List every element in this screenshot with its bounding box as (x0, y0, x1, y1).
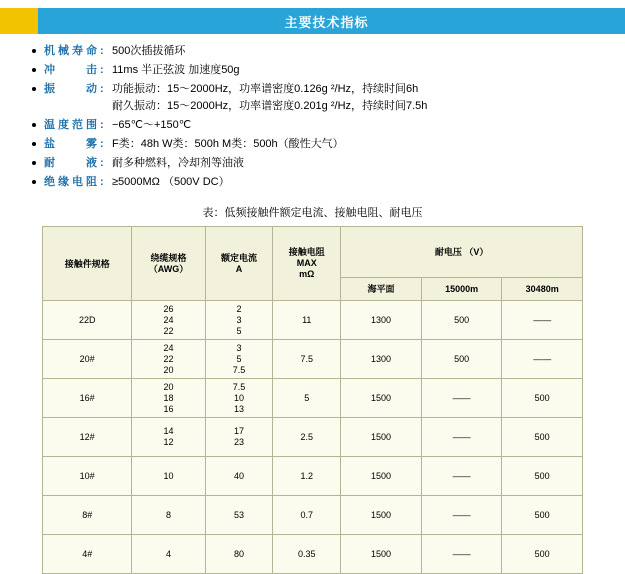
spec-item-insulation-resistance (30, 175, 625, 190)
rated-current-value: 2 (236, 303, 242, 314)
table-head (43, 227, 583, 301)
th-contact-resistance (273, 227, 341, 301)
cell-alt-30480: 500 (502, 535, 583, 574)
cell-contact-size: 12# (43, 418, 132, 457)
cell-wire-size: 8 (132, 496, 205, 535)
cell-rated-current (205, 301, 273, 340)
cell-sea-level: 1500 (341, 535, 422, 574)
cell-contact-size: 10# (43, 457, 132, 496)
rated-current-value: 7.5 (232, 364, 246, 375)
cell-contact-resistance: 7.5 (273, 340, 341, 379)
wire-size-value: 24 (163, 314, 174, 325)
cell-contact-size: 20# (43, 340, 132, 379)
th-rated-current (205, 227, 273, 301)
spec-value: 500次插拔循环 (112, 45, 186, 57)
rated-current-value: 5 (236, 325, 242, 336)
spec-list (0, 44, 625, 190)
cell-rated-current: 53 (205, 496, 273, 535)
cell-alt-15000: —— (421, 457, 502, 496)
table-row (43, 301, 583, 340)
spec-item-shock (30, 63, 625, 78)
cell-contact-resistance: 11 (273, 301, 341, 340)
cell-rated-current (205, 418, 273, 457)
spec-value: 11ms 半正弦波 加速度50g (112, 64, 240, 76)
cell-contact-size: 16# (43, 379, 132, 418)
wire-size-value: 18 (163, 392, 174, 403)
spec-label: 冲 击: (44, 64, 107, 76)
table-row (43, 535, 583, 574)
rated-current-value: 3 (236, 342, 242, 353)
th-withstand-voltage: 耐电压 （V） (341, 227, 583, 278)
spec-label: 机械寿命: (44, 45, 107, 57)
rated-current-values (207, 343, 272, 376)
spec-item-mechanical-life (30, 44, 625, 59)
th-rated-current-line1: 额定电流 (220, 252, 257, 263)
header-banner (0, 8, 625, 34)
wire-size-value: 22 (163, 325, 174, 336)
spec-value: ≥5000MΩ （500V DC） (112, 176, 230, 188)
spec-label: 绝缘电阻: (44, 176, 107, 188)
spec-label: 耐 液: (44, 157, 107, 169)
rated-current-values (207, 426, 272, 448)
cell-rated-current: 80 (205, 535, 273, 574)
document-page (0, 8, 625, 559)
wire-size-value: 22 (163, 353, 174, 364)
cell-alt-30480: 500 (502, 496, 583, 535)
cell-alt-30480: 500 (502, 379, 583, 418)
cell-alt-15000: 500 (421, 340, 502, 379)
th-rated-current-lines (207, 253, 272, 275)
page-title: 主要技术指标 (38, 8, 615, 34)
cell-alt-30480: 500 (502, 418, 583, 457)
wire-size-value: 12 (163, 437, 174, 447)
wire-size-value: 20 (163, 381, 174, 392)
table-row (43, 379, 583, 418)
spec-item-vibration (30, 82, 625, 114)
th-contact-size: 接触件规格 (43, 227, 132, 301)
spec-value-line1: 功能振动：15～2000Hz，功率谱密度0.126g ²/Hz，持续时间6h (112, 83, 419, 95)
spec-label: 温度范围: (44, 119, 107, 131)
cell-sea-level: 1500 (341, 418, 422, 457)
cell-alt-30480: —— (502, 340, 583, 379)
spec-value: 耐多种燃料，冷却剂等油液 (112, 157, 244, 169)
cell-sea-level: 1300 (341, 340, 422, 379)
spec-label: 盐 雾: (44, 138, 107, 150)
cell-contact-size: 8# (43, 496, 132, 535)
spec-value (112, 82, 427, 114)
rated-current-value: 10 (233, 392, 244, 403)
cell-sea-level: 1300 (341, 301, 422, 340)
table-body (43, 301, 583, 574)
th-contact-resistance-line3: mΩ (299, 269, 315, 279)
wire-size-values (133, 304, 203, 337)
th-contact-resistance-lines (274, 247, 339, 280)
rated-current-value: 3 (236, 314, 242, 325)
cell-alt-15000: 500 (421, 301, 502, 340)
cell-wire-size: 10 (132, 457, 205, 496)
cell-sea-level: 1500 (341, 379, 422, 418)
th-wire-size (132, 227, 205, 301)
th-contact-resistance-line2: MAX (296, 258, 317, 268)
cell-rated-current: 40 (205, 457, 273, 496)
cell-alt-15000: —— (421, 535, 502, 574)
cell-sea-level: 1500 (341, 496, 422, 535)
cell-contact-resistance: 5 (273, 379, 341, 418)
cell-alt-15000: —— (421, 418, 502, 457)
spec-value: −65℃～+150℃ (112, 119, 192, 131)
spec-table (42, 226, 583, 574)
wire-size-value: 16 (163, 403, 174, 414)
th-alt-15000: 15000m (421, 278, 502, 301)
table-row (43, 340, 583, 379)
rated-current-value: 23 (233, 437, 244, 447)
cell-wire-size (132, 418, 205, 457)
rated-current-value: 17 (233, 426, 244, 436)
spec-item-temperature-range (30, 118, 625, 133)
spec-value-line2: 耐久振动：15～2000Hz，功率谱密度0.201g ²/Hz，持续时间7.5h (112, 100, 428, 112)
cell-alt-15000: —— (421, 379, 502, 418)
table-row (43, 496, 583, 535)
cell-alt-15000: —— (421, 496, 502, 535)
cell-contact-size: 4# (43, 535, 132, 574)
table-container (0, 226, 625, 574)
cell-wire-size (132, 340, 205, 379)
spec-label: 振 动: (44, 83, 107, 95)
cell-rated-current (205, 340, 273, 379)
th-wire-size-lines (133, 253, 203, 275)
wire-size-values (133, 343, 203, 376)
table-row (43, 457, 583, 496)
spec-value: F类：48h W类：500h M类：500h（酸性大气） (112, 138, 344, 150)
cell-wire-size (132, 379, 205, 418)
th-rated-current-line2: A (235, 263, 243, 274)
rated-current-value: 5 (236, 353, 242, 364)
wire-size-values (133, 426, 203, 448)
cell-contact-resistance: 2.5 (273, 418, 341, 457)
wire-size-value: 26 (163, 303, 174, 314)
banner-right-block (615, 8, 625, 34)
cell-contact-resistance: 0.7 (273, 496, 341, 535)
rated-current-value: 13 (233, 403, 244, 414)
banner-accent-block (0, 8, 38, 34)
cell-wire-size (132, 301, 205, 340)
th-alt-30480: 30480m (502, 278, 583, 301)
th-wire-size-line2: （AWG） (148, 263, 189, 274)
cell-rated-current (205, 379, 273, 418)
table-row (43, 418, 583, 457)
spec-item-salt-spray (30, 137, 625, 152)
th-contact-resistance-line1: 接触电阻 (288, 247, 325, 257)
cell-contact-resistance: 0.35 (273, 535, 341, 574)
cell-alt-30480: —— (502, 301, 583, 340)
th-wire-size-line1: 绕缆规格 (150, 252, 187, 263)
rated-current-value: 7.5 (232, 381, 246, 392)
cell-contact-resistance: 1.2 (273, 457, 341, 496)
wire-size-value: 20 (163, 364, 174, 375)
wire-size-value: 14 (163, 426, 174, 436)
spec-item-fluid-resistance (30, 156, 625, 171)
table-header-row (43, 227, 583, 278)
wire-size-values (133, 382, 203, 415)
rated-current-values (207, 382, 272, 415)
wire-size-value: 24 (163, 342, 174, 353)
cell-contact-size: 22D (43, 301, 132, 340)
th-sea-level: 海平面 (341, 278, 422, 301)
cell-sea-level: 1500 (341, 457, 422, 496)
table-caption: 表：低频接触件额定电流、接触电阻、耐电压 (202, 207, 423, 219)
cell-wire-size: 4 (132, 535, 205, 574)
cell-alt-30480: 500 (502, 457, 583, 496)
rated-current-values (207, 304, 272, 337)
